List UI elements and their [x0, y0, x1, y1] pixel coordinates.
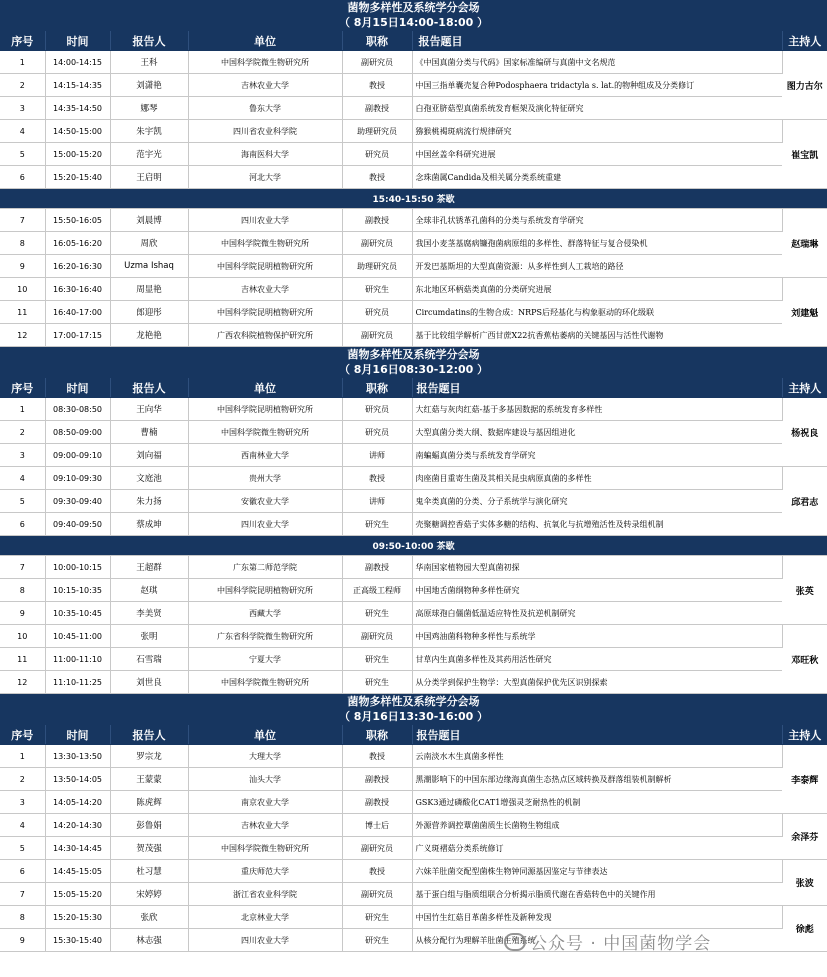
table-row — [0, 51, 827, 74]
cell-title: 副教授 — [342, 209, 412, 232]
cell-time: 11:10-11:25 — [45, 671, 110, 694]
cell-number: 3 — [0, 791, 45, 814]
cell-number: 11 — [0, 648, 45, 671]
col-header-host: 主持人 — [782, 725, 827, 745]
col-header-host: 主持人 — [782, 31, 827, 51]
cell-time: 16:20-16:30 — [45, 255, 110, 278]
table-header-row — [0, 31, 827, 51]
cell-time: 17:00-17:15 — [45, 324, 110, 347]
col-header-topic: 报告题目 — [412, 31, 782, 51]
cell-speaker: 贺茂强 — [110, 837, 188, 860]
cell-number: 5 — [0, 837, 45, 860]
cell-time: 14:50-15:00 — [45, 120, 110, 143]
cell-topic: 开发巴基斯坦的大型真菌资源：从多样性到人工栽培的路径 — [412, 255, 782, 278]
session-time: （ 8月15日14:00-18:00 ） — [338, 16, 489, 29]
cell-number: 12 — [0, 324, 45, 347]
cell-speaker: Uzma Ishaq — [110, 255, 188, 278]
cell-affiliation: 四川农业大学 — [188, 513, 342, 536]
cell-title: 副研究员 — [342, 625, 412, 648]
cell-speaker: 刘晨博 — [110, 209, 188, 232]
cell-number: 9 — [0, 929, 45, 952]
cell-topic: 中国竹生红菇目革菌多样性及新种发现 — [412, 906, 782, 929]
cell-affiliation: 中国科学院昆明植物研究所 — [188, 398, 342, 421]
table-row — [0, 906, 827, 929]
col-header-speaker: 报告人 — [110, 31, 188, 51]
cell-speaker: 罗宗龙 — [110, 745, 188, 768]
cell-title: 副教授 — [342, 97, 412, 120]
cell-title: 副研究员 — [342, 883, 412, 906]
cell-topic: GSK3通过磷酸化CAT1增强灵芝耐热性的机制 — [412, 791, 782, 814]
session-heading — [0, 347, 827, 378]
cell-affiliation: 四川农业大学 — [188, 929, 342, 952]
wechat-icon — [504, 933, 526, 951]
cell-topic: 中国鸡油菌科物种多样性与系统学 — [412, 625, 782, 648]
cell-speaker: 范宇光 — [110, 143, 188, 166]
cell-time: 10:35-10:45 — [45, 602, 110, 625]
col-header-number: 序号 — [0, 31, 45, 51]
cell-host: 余泽芬 — [782, 814, 827, 860]
cell-time: 11:00-11:10 — [45, 648, 110, 671]
cell-topic: 肉座菌目重寄生菌及其相关昆虫病原真菌的多样性 — [412, 467, 782, 490]
col-header-number: 序号 — [0, 725, 45, 745]
table-row — [0, 602, 827, 625]
cell-time: 08:30-08:50 — [45, 398, 110, 421]
cell-number: 2 — [0, 74, 45, 97]
table-row — [0, 232, 827, 255]
cell-affiliation: 中国科学院微生物研究所 — [188, 232, 342, 255]
table-row — [0, 143, 827, 166]
cell-number: 10 — [0, 625, 45, 648]
cell-affiliation: 广西农科院植物保护研究所 — [188, 324, 342, 347]
cell-number: 7 — [0, 556, 45, 579]
session-heading — [0, 0, 827, 31]
cell-affiliation: 吉林农业大学 — [188, 74, 342, 97]
cell-time: 08:50-09:00 — [45, 421, 110, 444]
cell-topic: 云南淡水木生真菌多样性 — [412, 745, 782, 768]
cell-topic: 中国三指单囊壳复合种Podosphaera tridactyla s. lat.的物种组成及分类修订 — [412, 74, 782, 97]
col-header-topic: 报告题目 — [412, 378, 782, 398]
tea-break-label: 15:40-15:50 茶歇 — [0, 189, 827, 209]
cell-title: 研究员 — [342, 301, 412, 324]
col-header-time: 时间 — [45, 725, 110, 745]
col-header-title: 职称 — [342, 31, 412, 51]
cell-title: 助理研究员 — [342, 120, 412, 143]
table-row — [0, 421, 827, 444]
cell-number: 1 — [0, 51, 45, 74]
col-header-time: 时间 — [45, 378, 110, 398]
cell-speaker: 彭鲁娟 — [110, 814, 188, 837]
cell-title: 研究生 — [342, 671, 412, 694]
cell-number: 9 — [0, 255, 45, 278]
cell-speaker: 李美贤 — [110, 602, 188, 625]
cell-time: 15:20-15:40 — [45, 166, 110, 189]
table-row — [0, 625, 827, 648]
session-title: 菌物多样性及系统学分会场 — [347, 695, 480, 708]
cell-title: 副研究员 — [342, 232, 412, 255]
cell-time: 14:15-14:35 — [45, 74, 110, 97]
cell-number: 2 — [0, 768, 45, 791]
session-title: 菌物多样性及系统学分会场 — [347, 1, 480, 14]
table-row — [0, 860, 827, 883]
cell-title: 研究员 — [342, 421, 412, 444]
cell-host: 徐彪 — [782, 906, 827, 952]
table-row — [0, 301, 827, 324]
cell-speaker: 王科 — [110, 51, 188, 74]
cell-topic: 大型真菌分类大纲、数据库建设与基因组进化 — [412, 421, 782, 444]
table-row — [0, 837, 827, 860]
session-title: 菌物多样性及系统学分会场 — [347, 348, 480, 361]
cell-number: 11 — [0, 301, 45, 324]
cell-speaker: 郎迎彤 — [110, 301, 188, 324]
cell-title: 研究员 — [342, 398, 412, 421]
cell-number: 2 — [0, 421, 45, 444]
session-banner — [0, 347, 827, 378]
session-time: （ 8月16日13:30-16:00 ） — [338, 710, 489, 723]
cell-affiliation: 大理大学 — [188, 745, 342, 768]
cell-topic: 中国丝盖伞科研究进展 — [412, 143, 782, 166]
cell-number: 6 — [0, 513, 45, 536]
col-header-speaker: 报告人 — [110, 725, 188, 745]
cell-speaker: 周显艳 — [110, 278, 188, 301]
cell-speaker: 朱力扬 — [110, 490, 188, 513]
cell-number: 8 — [0, 232, 45, 255]
cell-topic: 全球非孔状锈革孔菌科的分类与系统发育学研究 — [412, 209, 782, 232]
cell-topic: 南蝙蝠真菌分类与系统发育学研究 — [412, 444, 782, 467]
cell-number: 6 — [0, 166, 45, 189]
table-row — [0, 814, 827, 837]
cell-speaker: 张欣 — [110, 906, 188, 929]
tea-break-label: 09:50-10:00 茶歇 — [0, 536, 827, 556]
cell-affiliation: 贵州大学 — [188, 467, 342, 490]
cell-host: 刘建魁 — [782, 278, 827, 347]
cell-topic: 从核分配行为理解羊肚菌生殖系统 — [412, 929, 782, 952]
cell-topic: 基于比较组学解析广西甘蔗X22抗香蕉枯萎病的关键基因与活性代谢物 — [412, 324, 782, 347]
cell-topic: 外源营养调控蕈菌菌质生长菌物生物组成 — [412, 814, 782, 837]
tea-break-row — [0, 536, 827, 556]
cell-affiliation: 西南林业大学 — [188, 444, 342, 467]
table-row — [0, 768, 827, 791]
cell-speaker: 蔡成坤 — [110, 513, 188, 536]
cell-affiliation: 海南医科大学 — [188, 143, 342, 166]
cell-affiliation: 中国科学院微生物研究所 — [188, 51, 342, 74]
cell-speaker: 张明 — [110, 625, 188, 648]
cell-speaker: 周欣 — [110, 232, 188, 255]
cell-time: 13:30-13:50 — [45, 745, 110, 768]
watermark — [504, 929, 711, 954]
cell-number: 12 — [0, 671, 45, 694]
cell-speaker: 王蒙蒙 — [110, 768, 188, 791]
cell-speaker: 文庭池 — [110, 467, 188, 490]
cell-number: 3 — [0, 97, 45, 120]
cell-speaker: 王向华 — [110, 398, 188, 421]
table-row — [0, 97, 827, 120]
cell-affiliation: 安徽农业大学 — [188, 490, 342, 513]
cell-host: 张波 — [782, 860, 827, 906]
cell-time: 16:40-17:00 — [45, 301, 110, 324]
table-row — [0, 467, 827, 490]
cell-affiliation: 河北大学 — [188, 166, 342, 189]
cell-number: 8 — [0, 579, 45, 602]
cell-time: 15:30-15:40 — [45, 929, 110, 952]
cell-host: 张英 — [782, 556, 827, 625]
cell-speaker: 龙艳艳 — [110, 324, 188, 347]
cell-affiliation: 北京林业大学 — [188, 906, 342, 929]
cell-time: 14:30-14:45 — [45, 837, 110, 860]
cell-number: 7 — [0, 883, 45, 906]
cell-affiliation: 吉林农业大学 — [188, 278, 342, 301]
cell-affiliation: 广东省科学院微生物研究所 — [188, 625, 342, 648]
cell-title: 教授 — [342, 467, 412, 490]
cell-time: 09:40-09:50 — [45, 513, 110, 536]
cell-host: 崔宝凯 — [782, 120, 827, 189]
cell-speaker: 林志强 — [110, 929, 188, 952]
cell-time: 14:20-14:30 — [45, 814, 110, 837]
cell-topic: 大红菇与灰肉红菇-基于多基因数据的系统发育多样性 — [412, 398, 782, 421]
cell-affiliation: 重庆师范大学 — [188, 860, 342, 883]
col-header-topic: 报告题目 — [412, 725, 782, 745]
cell-title: 副研究员 — [342, 51, 412, 74]
cell-speaker: 朱宇凯 — [110, 120, 188, 143]
cell-topic: 东北地区环柄菇类真菌的分类研究进展 — [412, 278, 782, 301]
cell-affiliation: 吉林农业大学 — [188, 814, 342, 837]
cell-affiliation: 中国科学院昆明植物研究所 — [188, 301, 342, 324]
cell-time: 09:00-09:10 — [45, 444, 110, 467]
cell-title: 副教授 — [342, 791, 412, 814]
cell-number: 1 — [0, 745, 45, 768]
cell-affiliation: 中国科学院微生物研究所 — [188, 421, 342, 444]
cell-number: 4 — [0, 467, 45, 490]
cell-time: 14:00-14:15 — [45, 51, 110, 74]
cell-topic: 从分类学到保护生物学：大型真菌保护优先区识别探索 — [412, 671, 782, 694]
cell-number: 9 — [0, 602, 45, 625]
session-banner — [0, 694, 827, 725]
cell-title: 研究生 — [342, 648, 412, 671]
table-row — [0, 209, 827, 232]
cell-title: 研究生 — [342, 906, 412, 929]
cell-number: 10 — [0, 278, 45, 301]
watermark-text: 公众号 · 中国菌物学会 — [530, 934, 712, 954]
cell-affiliation: 广东第二师范学院 — [188, 556, 342, 579]
cell-affiliation: 中国科学院昆明植物研究所 — [188, 255, 342, 278]
cell-speaker: 赵琪 — [110, 579, 188, 602]
cell-time: 16:30-16:40 — [45, 278, 110, 301]
cell-title: 研究生 — [342, 278, 412, 301]
col-header-speaker: 报告人 — [110, 378, 188, 398]
cell-time: 15:00-15:20 — [45, 143, 110, 166]
cell-speaker: 刘潇艳 — [110, 74, 188, 97]
col-header-time: 时间 — [45, 31, 110, 51]
cell-title: 教授 — [342, 166, 412, 189]
cell-time: 10:15-10:35 — [45, 579, 110, 602]
cell-affiliation: 宁夏大学 — [188, 648, 342, 671]
cell-speaker: 杜习慧 — [110, 860, 188, 883]
cell-affiliation: 中国科学院昆明植物研究所 — [188, 579, 342, 602]
cell-topic: 广义斑褶菇分类系统修订 — [412, 837, 782, 860]
session-banner — [0, 0, 827, 31]
cell-topic: 高原球孢白僵菌低温适应特性及抗逆机制研究 — [412, 602, 782, 625]
cell-affiliation: 四川省农业科学院 — [188, 120, 342, 143]
cell-host: 赵瑞琳 — [782, 209, 827, 278]
cell-title: 研究员 — [342, 143, 412, 166]
cell-topic: 念珠菌属Candida及相关属分类系统重建 — [412, 166, 782, 189]
table-row — [0, 120, 827, 143]
cell-host: 李泰辉 — [782, 745, 827, 814]
cell-host: 邓旺秋 — [782, 625, 827, 694]
cell-topic: 白孢亚脐菇型真菌系统发育框架及演化特征研究 — [412, 97, 782, 120]
cell-affiliation: 汕头大学 — [188, 768, 342, 791]
cell-affiliation: 鲁东大学 — [188, 97, 342, 120]
cell-host: 邱君志 — [782, 467, 827, 536]
cell-number: 7 — [0, 209, 45, 232]
cell-number: 4 — [0, 814, 45, 837]
cell-speaker: 王启明 — [110, 166, 188, 189]
cell-speaker: 石雪瑞 — [110, 648, 188, 671]
cell-time: 15:50-16:05 — [45, 209, 110, 232]
cell-time: 09:30-09:40 — [45, 490, 110, 513]
cell-time: 10:00-10:15 — [45, 556, 110, 579]
cell-time: 16:05-16:20 — [45, 232, 110, 255]
cell-topic: 黑潮影响下的中国东部边缘海真菌生态热点区域转换及群落组装机制解析 — [412, 768, 782, 791]
cell-speaker: 曹楠 — [110, 421, 188, 444]
cell-speaker: 宋婷婷 — [110, 883, 188, 906]
cell-title: 研究生 — [342, 602, 412, 625]
table-header-row — [0, 725, 827, 745]
cell-title: 副教授 — [342, 768, 412, 791]
cell-speaker: 王超群 — [110, 556, 188, 579]
cell-affiliation: 中国科学院微生物研究所 — [188, 671, 342, 694]
cell-number: 3 — [0, 444, 45, 467]
table-row — [0, 490, 827, 513]
cell-host: 图力古尔 — [782, 51, 827, 120]
table-row — [0, 791, 827, 814]
cell-affiliation: 南京农业大学 — [188, 791, 342, 814]
cell-topic: 基于蛋白组与脂质组联合分析揭示脂质代谢在香菇转色中的关键作用 — [412, 883, 782, 906]
cell-title: 教授 — [342, 74, 412, 97]
cell-title: 副教授 — [342, 556, 412, 579]
cell-topic: 猕猴桃褐斑病流行规律研究 — [412, 120, 782, 143]
cell-time: 14:05-14:20 — [45, 791, 110, 814]
table-row — [0, 671, 827, 694]
col-header-title: 职称 — [342, 378, 412, 398]
table-row — [0, 278, 827, 301]
cell-topic: 六妹羊肚菌交配型菌株生物钟同源基因鉴定与节律表达 — [412, 860, 782, 883]
table-row — [0, 444, 827, 467]
cell-title: 讲师 — [342, 490, 412, 513]
table-row — [0, 74, 827, 97]
table-header-row — [0, 378, 827, 398]
cell-time: 14:45-15:05 — [45, 860, 110, 883]
cell-title: 副研究员 — [342, 837, 412, 860]
session-heading — [0, 694, 827, 725]
table-row — [0, 883, 827, 906]
table-row — [0, 398, 827, 421]
table-row — [0, 255, 827, 278]
cell-host: 杨祝良 — [782, 398, 827, 467]
cell-speaker: 陈虎辉 — [110, 791, 188, 814]
table-row — [0, 324, 827, 347]
cell-topic: 华南国家植物园大型真菌初探 — [412, 556, 782, 579]
cell-topic: Circumdatins的生物合成：NRPS后羟基化与构象驱动的环化级联 — [412, 301, 782, 324]
cell-topic: 《中国真菌分类与代码》国家标准编研与真菌中文名规范 — [412, 51, 782, 74]
cell-speaker: 刘世良 — [110, 671, 188, 694]
cell-time: 09:10-09:30 — [45, 467, 110, 490]
col-header-title: 职称 — [342, 725, 412, 745]
cell-topic: 甘草内生真菌多样性及其药用活性研究 — [412, 648, 782, 671]
cell-affiliation: 四川农业大学 — [188, 209, 342, 232]
cell-speaker: 娜琴 — [110, 97, 188, 120]
table-row — [0, 166, 827, 189]
cell-title: 助理研究员 — [342, 255, 412, 278]
cell-topic: 壳聚糖调控香菇子实体多糖的结构、抗氧化与抗增殖活性及转录组机制 — [412, 513, 782, 536]
table-row — [0, 556, 827, 579]
cell-time: 14:35-14:50 — [45, 97, 110, 120]
table-row — [0, 513, 827, 536]
cell-number: 8 — [0, 906, 45, 929]
tea-break-row — [0, 189, 827, 209]
cell-affiliation: 浙江省农业科学院 — [188, 883, 342, 906]
col-header-affiliation: 单位 — [188, 378, 342, 398]
cell-topic: 鬼伞类真菌的分类、分子系统学与演化研究 — [412, 490, 782, 513]
cell-title: 正高级工程师 — [342, 579, 412, 602]
table-row — [0, 745, 827, 768]
col-header-number: 序号 — [0, 378, 45, 398]
cell-title: 讲师 — [342, 444, 412, 467]
cell-number: 4 — [0, 120, 45, 143]
cell-affiliation: 西藏大学 — [188, 602, 342, 625]
cell-time: 10:45-11:00 — [45, 625, 110, 648]
cell-title: 副研究员 — [342, 324, 412, 347]
cell-number: 5 — [0, 490, 45, 513]
cell-title: 研究生 — [342, 513, 412, 536]
col-header-affiliation: 单位 — [188, 725, 342, 745]
table-row — [0, 648, 827, 671]
cell-title: 博士后 — [342, 814, 412, 837]
cell-speaker: 刘向福 — [110, 444, 188, 467]
cell-time: 15:20-15:30 — [45, 906, 110, 929]
cell-number: 1 — [0, 398, 45, 421]
cell-time: 13:50-14:05 — [45, 768, 110, 791]
table-row — [0, 579, 827, 602]
session-time: （ 8月16日08:30-12:00 ） — [338, 363, 489, 376]
col-header-affiliation: 单位 — [188, 31, 342, 51]
cell-number: 5 — [0, 143, 45, 166]
cell-title: 教授 — [342, 745, 412, 768]
cell-title: 教授 — [342, 860, 412, 883]
cell-title: 研究生 — [342, 929, 412, 952]
col-header-host: 主持人 — [782, 378, 827, 398]
cell-topic: 我国小麦茎基腐病镰孢菌病原组的多样性、群落特征与复合侵染机 — [412, 232, 782, 255]
cell-topic: 中国地舌菌纲物种多样性研究 — [412, 579, 782, 602]
cell-time: 15:05-15:20 — [45, 883, 110, 906]
cell-affiliation: 中国科学院微生物研究所 — [188, 837, 342, 860]
cell-number: 6 — [0, 860, 45, 883]
